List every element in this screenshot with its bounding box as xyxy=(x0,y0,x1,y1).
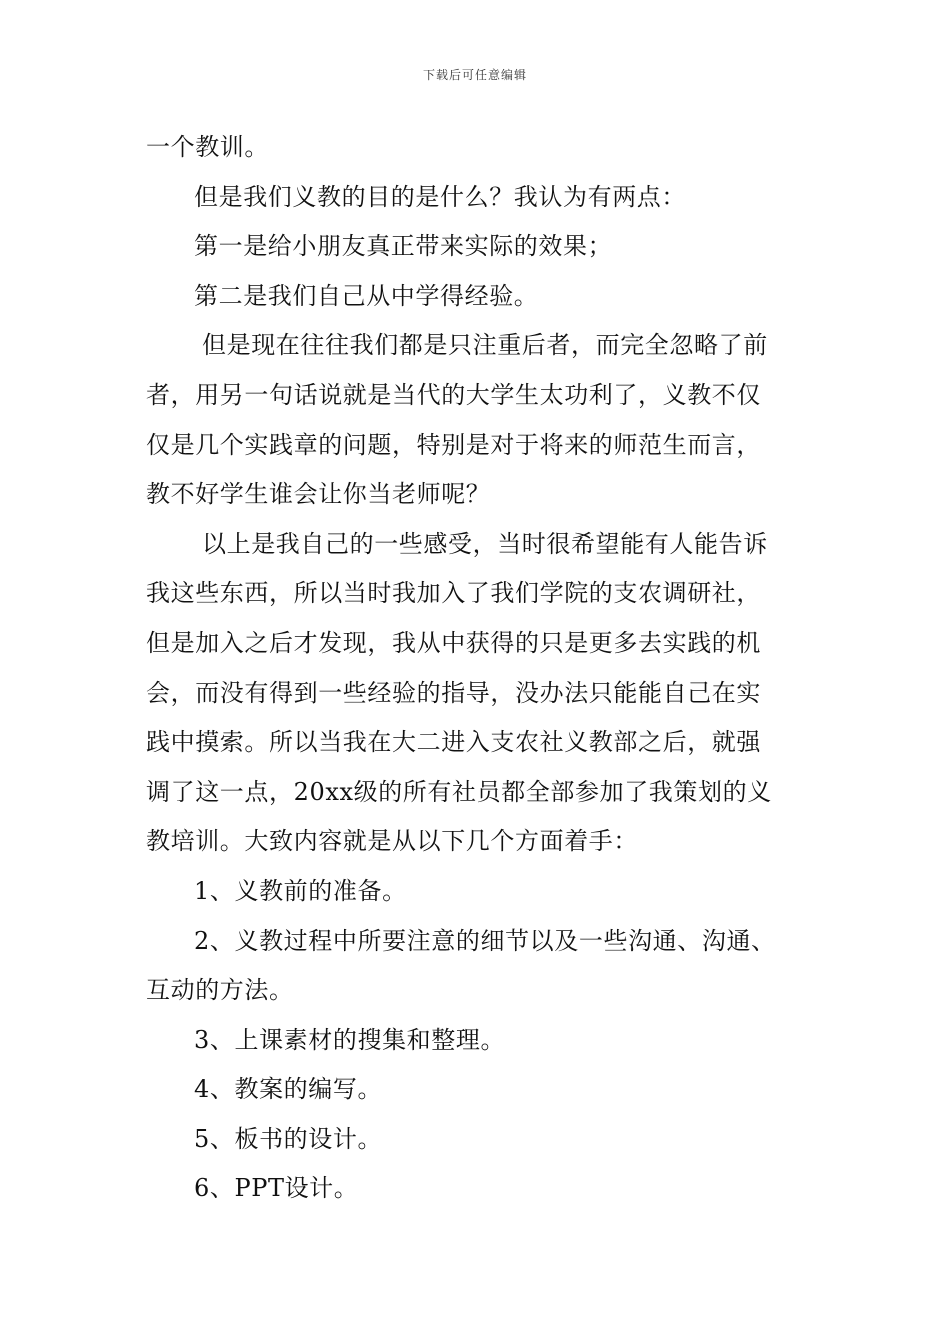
list-item-continuation: 互动的方法。 xyxy=(146,976,294,1005)
page-header: 下载后可任意编辑 xyxy=(422,68,527,82)
text-line: 教不好学生谁会让你当老师呢？ xyxy=(146,480,491,509)
text-line: 以上是我自己的一些感受，当时很希望能有人能告诉 xyxy=(202,529,768,558)
text-line: 我这些东西，所以当时我加入了我们学院的支农调研社， xyxy=(146,579,761,608)
list-item: 3、上课素材的搜集和整理。 xyxy=(194,1025,506,1054)
list-item: 5、板书的设计。 xyxy=(194,1124,383,1153)
list-item: 6、PPT设计。 xyxy=(194,1174,359,1203)
text-line: 者，用另一句话说就是当代的大学生太功利了，义教不仅 xyxy=(146,380,761,409)
text-line: 践中摸索。所以当我在大二进入支农社义教部之后，就强 xyxy=(146,728,761,757)
text-line: 第二是我们自己从中学得经验。 xyxy=(194,281,539,310)
text-line: 调了这一点，20xx级的所有社员都全部参加了我策划的义 xyxy=(146,777,772,806)
document-body xyxy=(146,123,810,1214)
list-item: 4、教案的编写。 xyxy=(194,1075,383,1104)
text-line: 教培训。大致内容就是从以下几个方面着手： xyxy=(146,827,638,856)
text-line: 第一是给小朋友真正带来实际的效果； xyxy=(194,232,613,261)
text-line: 但是我们义教的目的是什么？我认为有两点： xyxy=(194,182,686,211)
text-line: 仅是几个实践章的问题，特别是对于将来的师范生而言， xyxy=(146,430,761,459)
text-line: 但是加入之后才发现，我从中获得的只是更多去实践的机 xyxy=(146,628,761,657)
list-item: 1、义教前的准备。 xyxy=(194,876,407,905)
text-line: 但是现在往往我们都是只注重后者，而完全忽略了前 xyxy=(202,331,768,360)
list-item: 2、义教过程中所要注意的细节以及一些沟通、沟通、 xyxy=(194,926,776,955)
text-line: 一个教训。 xyxy=(146,133,269,161)
text-line: 会，而没有得到一些经验的指导，没办法只能能自己在实 xyxy=(146,678,761,707)
